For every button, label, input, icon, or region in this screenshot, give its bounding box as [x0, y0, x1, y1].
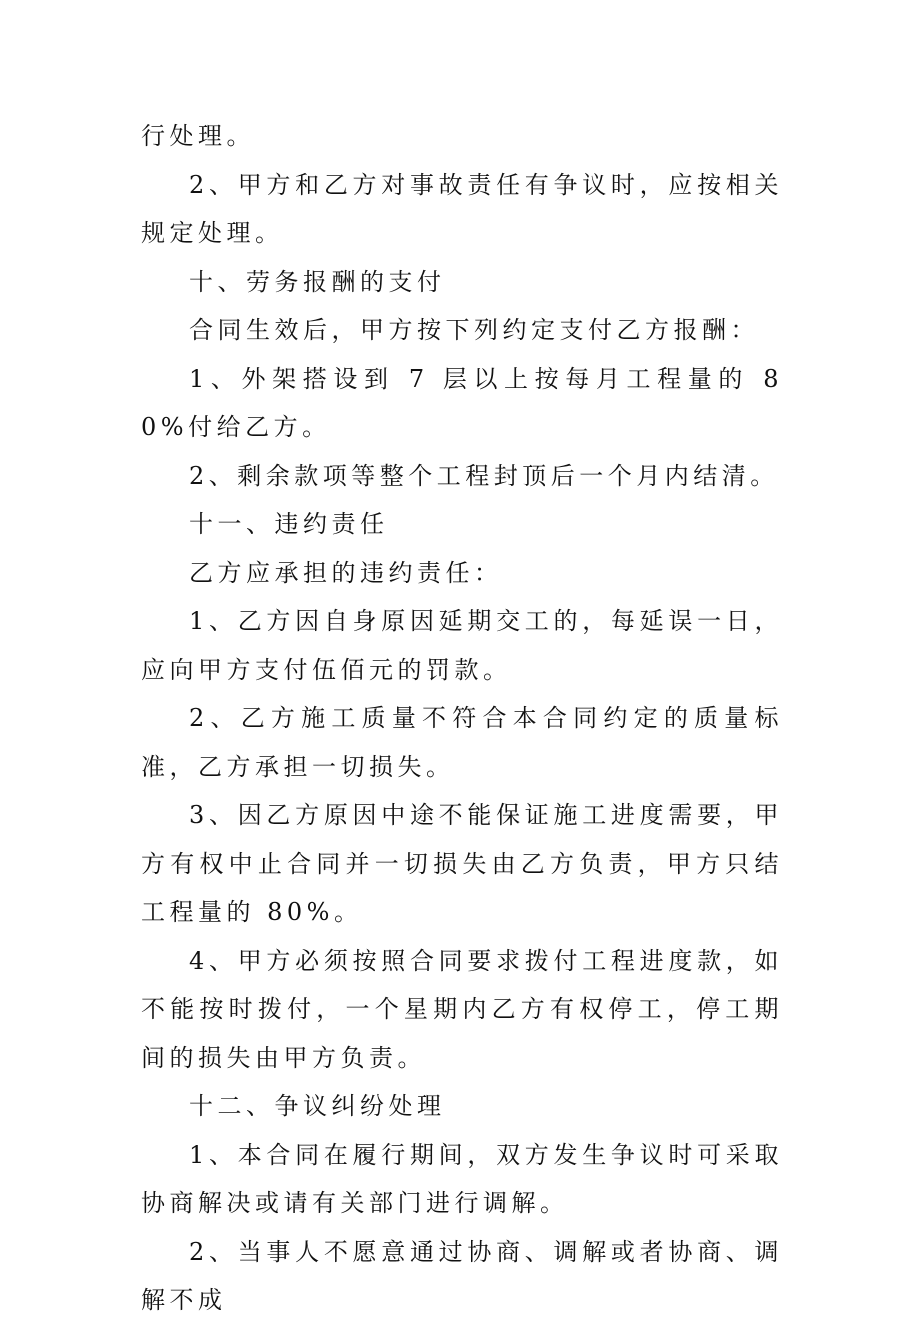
clause-12-1-negotiation: 1、本合同在履行期间，双方发生争议时可采取协商解决或请有关部门进行调解。	[141, 1140, 783, 1217]
clause-10-2-final-settlement: 2、剩余款项等整个工程封顶后一个月内结清。	[189, 461, 779, 490]
clause-11-2-quality-loss: 2、乙方施工质量不符合本合同约定的质量标准，乙方承担一切损失。	[141, 704, 783, 781]
clause-9-2-dispute-handling: 2、甲方和乙方对事故责任有争议时，应按相关规定处理。	[141, 170, 783, 247]
clause-11-1-delay-penalty: 1、乙方因自身原因延期交工的，每延误一日，应向甲方支付伍佰元的罚款。	[141, 607, 783, 684]
section-heading-10-payment: 十、劳务报酬的支付	[189, 267, 446, 296]
clause-11-4-payment-obligation: 4、甲方必须按照合同要求拨付工程进度款，如不能按时拨付，一个星期内乙方有权停工，停工期间的损失由甲方负责。	[141, 946, 783, 1072]
section-heading-12-disputes: 十二、争议纠纷处理	[189, 1092, 446, 1120]
payment-intro: 合同生效后，甲方按下列约定支付乙方报酬：	[189, 316, 759, 344]
contract-text-body	[141, 112, 783, 1325]
section-heading-11-breach: 十一、违约责任	[189, 510, 389, 538]
clause-10-1-monthly-payment: 1、外架搭设到 7 层以上按每月工程量的 80%付给乙方。	[141, 364, 783, 441]
clause-12-2-unresolved: 2、当事人不愿意通过协商、调解或者协商、调解不成	[141, 1237, 783, 1314]
breach-intro: 乙方应承担的违约责任：	[189, 558, 503, 587]
paragraph-continuation: 行处理。	[141, 122, 255, 150]
clause-11-3-termination: 3、因乙方原因中途不能保证施工进度需要，甲方有权中止合同并一切损失由乙方负责，甲方只结工程量的 80%。	[141, 801, 783, 926]
